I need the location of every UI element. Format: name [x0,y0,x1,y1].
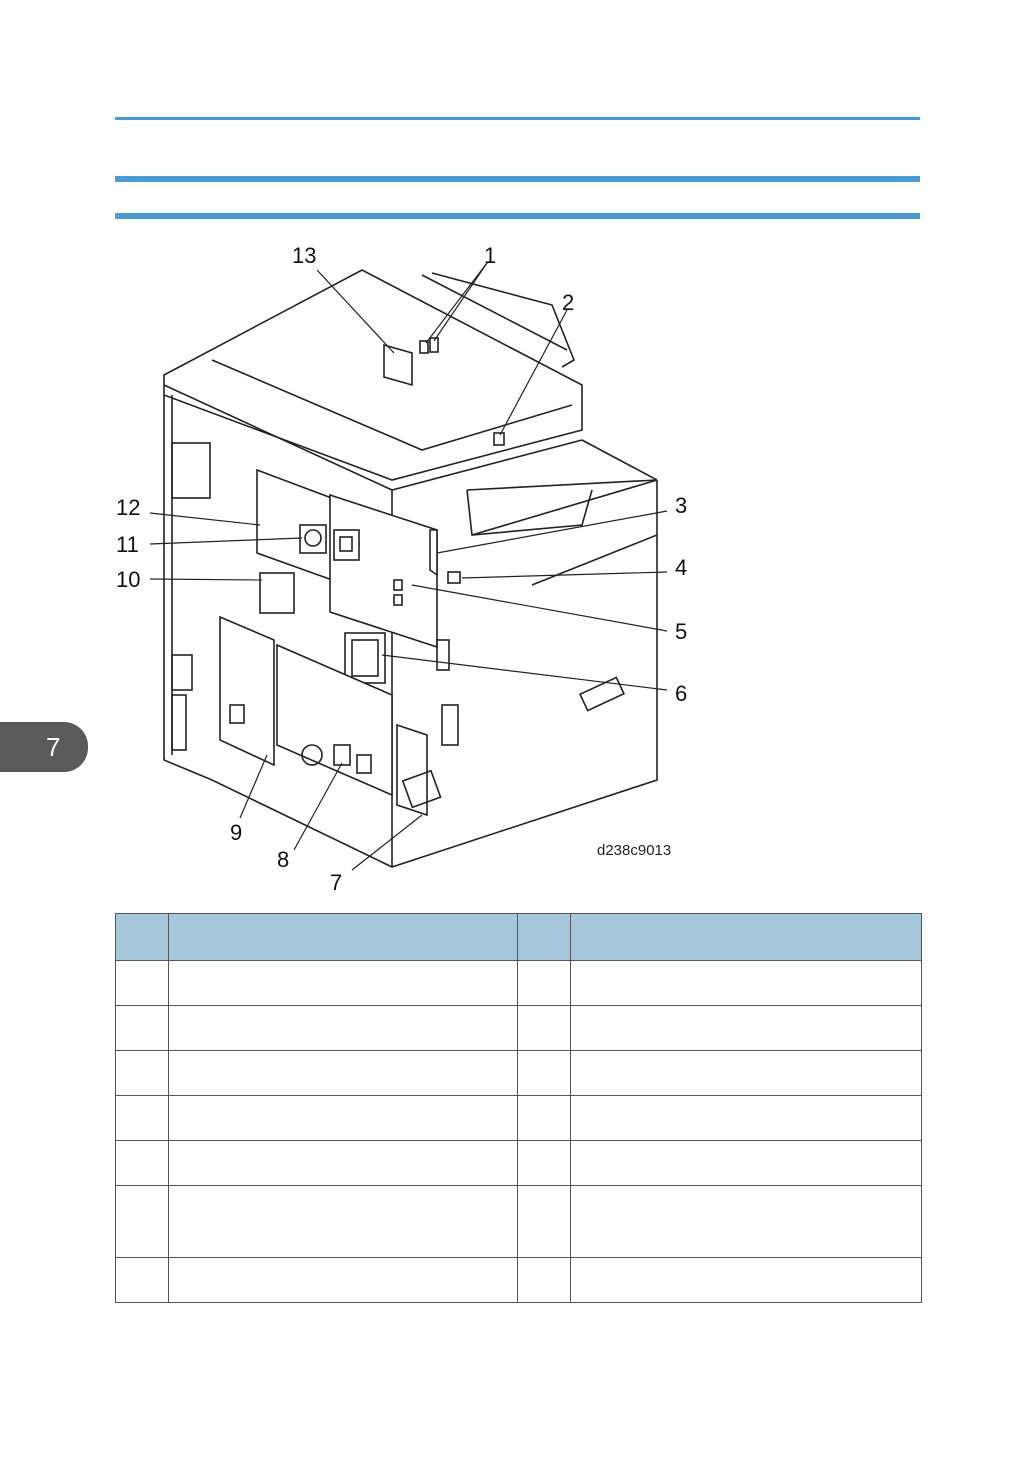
callout-8: 8 [277,847,290,872]
callout-13: 13 [292,243,317,268]
table-cell [518,1258,571,1303]
table-cell [571,1096,922,1141]
table-row [116,1051,922,1096]
table-cell [116,961,169,1006]
table-row [116,1096,922,1141]
callout-10: 10 [116,567,141,592]
table-cell [571,961,922,1006]
table-cell [571,1141,922,1186]
header-no-2 [518,914,571,961]
callout-12: 12 [116,495,141,520]
machine-diagram-svg [112,235,712,900]
section-rule-top [115,176,920,182]
table-row [116,1006,922,1051]
callout-3: 3 [675,493,688,518]
table-cell [169,1006,518,1051]
table-cell [169,1141,518,1186]
table-cell [116,1258,169,1303]
table-cell [571,1006,922,1051]
callout-5: 5 [675,619,688,644]
callout-11: 11 [116,532,139,557]
table-cell [518,961,571,1006]
callout-6: 6 [675,681,688,706]
table-cell [169,1186,518,1258]
parts-table [115,913,922,1303]
table-cell [169,1051,518,1096]
table-header-row [116,914,922,961]
callout-4: 4 [675,555,688,580]
table-cell [518,1051,571,1096]
table-cell [116,1096,169,1141]
table-row [116,961,922,1006]
header-description [169,914,518,961]
table-cell [518,1141,571,1186]
figure-code: d238c9013 [597,842,672,859]
table-cell [571,1051,922,1096]
table-cell [116,1186,169,1258]
table-row [116,1186,922,1258]
section-rule-bottom [115,213,920,219]
table-cell [571,1258,922,1303]
table-cell [518,1186,571,1258]
machine-diagram [112,235,712,900]
table-cell [169,961,518,1006]
callout-9: 9 [230,820,243,845]
chapter-number: 7 [46,732,61,762]
table-cell [169,1258,518,1303]
header-description-2 [571,914,922,961]
table-cell [116,1141,169,1186]
header-rule-thin [115,117,920,120]
callout-7: 7 [330,870,343,895]
table-cell [116,1051,169,1096]
table-cell [518,1096,571,1141]
header-no [116,914,169,961]
chapter-tab [0,722,88,772]
table-cell [116,1006,169,1051]
callout-2: 2 [562,290,575,315]
table-cell [518,1006,571,1051]
callout-1: 1 [484,243,497,268]
table-row [116,1141,922,1186]
table-cell [571,1186,922,1258]
table-row [116,1258,922,1303]
table-cell [169,1096,518,1141]
